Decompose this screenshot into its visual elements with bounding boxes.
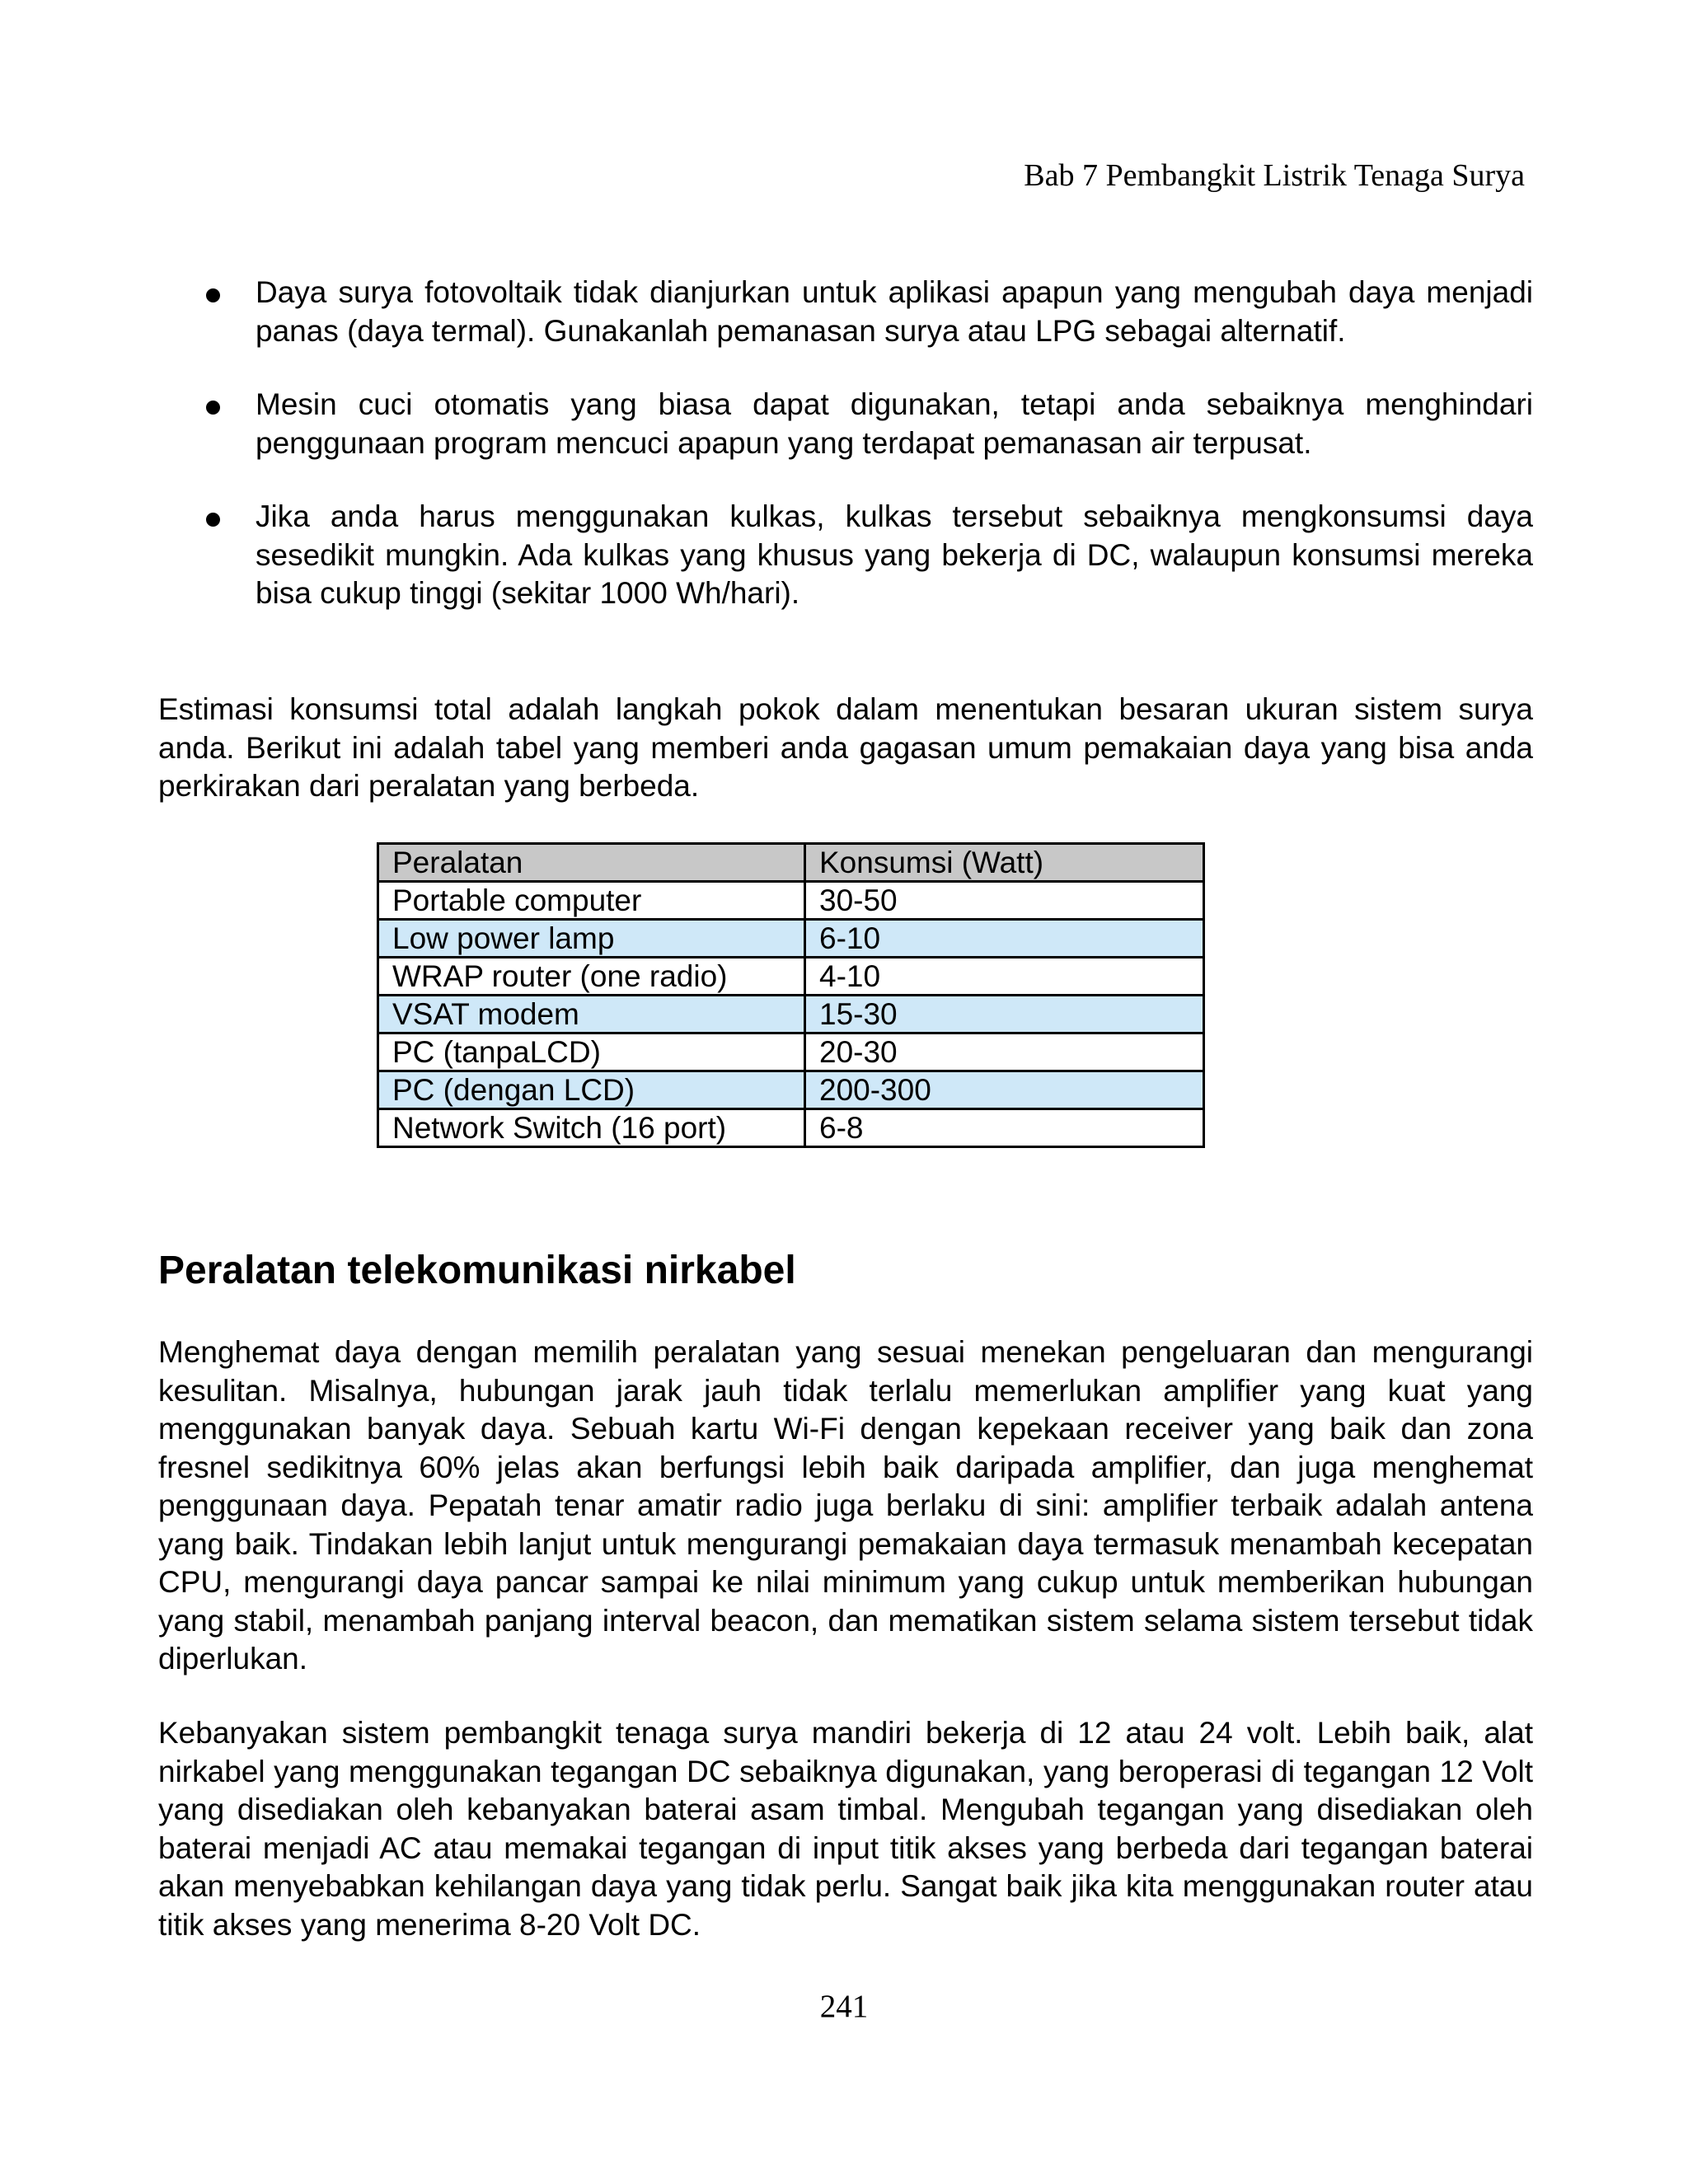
bullet-dot-icon (206, 288, 220, 302)
table-cell-watt: 6-8 (805, 1109, 1204, 1147)
section-paragraph: Kebanyakan sistem pembangkit tenaga surya mandiri bekerja di 12 atau 24 volt. Lebih baik, alat nirkabel yang menggunakan tegangan DC sebaiknya digunakan, yang beroperasi di tegangan 12 Volt yang disediakan oleh kebanyakan baterai asam timbal. Mengubah tegangan yang disediakan oleh baterai menjadi AC atau memakai tegangan di input titik akses yang berbeda dari tegangan baterai akan menyebabkan kehilangan daya yang tidak perlu. Sangat baik jika kita menggunakan router atau titik akses yang menerima 8-20 Volt DC. (158, 1716, 1533, 1942)
table-header-cell: Peralatan (378, 844, 805, 882)
bullet-dot-icon (206, 401, 220, 415)
table-cell-device: WRAP router (one radio) (378, 958, 805, 996)
intro-paragraph: Estimasi konsumsi total adalah langkah pokok dalam menentukan besaran ukuran sistem surya anda. Berikut ini adalah tabel yang memberi anda gagasan umum pemakaian daya yang bisa anda perkirakan dari peralatan yang berbeda. (158, 692, 1533, 803)
section-paragraph: Menghemat daya dengan memilih peralatan yang sesuai menekan pengeluaran dan mengurangi kesulitan. Misalnya, hubungan jarak jauh tidak terlalu memerlukan amplifier yang kuat yang menggunakan banyak daya. Sebuah kartu Wi-Fi dengan kepekaan receiver yang baik dan zona fresnel sedikitnya 60% jelas akan berfungsi lebih baik daripada amplifier, dan juga menghemat penggunaan daya. Pepatah tenar amatir radio juga berlaku di sini: amplifier terbaik adalah antena yang baik. Tindakan lebih lanjut untuk mengurangi pemakaian daya termasuk menambah kecepatan CPU, mengurangi daya pancar sampai ke nilai minimum yang cukup untuk memberikan hubungan yang stabil, menambah panjang interval beacon, dan mematikan sistem selama sistem tersebut tidak diperlukan. (158, 1335, 1533, 1675)
table-header-row (378, 844, 1204, 882)
table-cell-device: Portable computer (378, 882, 805, 920)
table-cell-watt: 30-50 (805, 882, 1204, 920)
bullet-item (198, 498, 1533, 613)
table-row (378, 1033, 1204, 1071)
table-row (378, 1109, 1204, 1147)
table-row (378, 882, 1204, 920)
table-cell-watt: 20-30 (805, 1033, 1204, 1071)
section-heading: Peralatan telekomunikasi nirkabel (158, 1249, 796, 1292)
table-header-cell: Konsumsi (Watt) (805, 844, 1204, 882)
table-row (378, 996, 1204, 1033)
table-cell-device: Network Switch (16 port) (378, 1109, 805, 1147)
table-cell-device: PC (dengan LCD) (378, 1071, 805, 1109)
bullet-item (198, 386, 1533, 462)
table-cell-watt: 200-300 (805, 1071, 1204, 1109)
power-consumption-table-wrapper (377, 842, 1205, 1148)
bullet-item (198, 274, 1533, 350)
table-cell-device: PC (tanpaLCD) (378, 1033, 805, 1071)
table-cell-device: VSAT modem (378, 996, 805, 1033)
bullet-text: Jika anda harus menggunakan kulkas, kulkas tersebut sebaiknya mengkonsumsi daya sesedikit mungkin. Ada kulkas yang khusus yang bekerja di DC, walaupun konsumsi mereka bisa cukup tinggi (sekitar 1000 Wh/hari). (256, 499, 1533, 610)
running-header: Bab 7 Pembangkit Listrik Tenaga Surya (1024, 158, 1525, 193)
bullet-text: Mesin cuci otomatis yang biasa dapat digunakan, tetapi anda sebaiknya menghindari penggunaan program mencuci apapun yang terdapat pemanasan air terpusat. (256, 387, 1533, 460)
table-row (378, 1071, 1204, 1109)
table-row (378, 958, 1204, 996)
power-consumption-table (377, 842, 1205, 1148)
table-cell-watt: 4-10 (805, 958, 1204, 996)
bullet-text: Daya surya fotovoltaik tidak dianjurkan untuk aplikasi apapun yang mengubah daya menjadi panas (daya termal). Gunakanlah pemanasan surya atau LPG sebagai alternatif. (256, 275, 1533, 348)
page-number: 241 (819, 1989, 869, 2024)
table-cell-device: Low power lamp (378, 920, 805, 958)
table-cell-watt: 6-10 (805, 920, 1204, 958)
table-cell-watt: 15-30 (805, 996, 1204, 1033)
bullet-dot-icon (206, 513, 220, 527)
bullet-list (198, 274, 1533, 649)
table-row (378, 920, 1204, 958)
